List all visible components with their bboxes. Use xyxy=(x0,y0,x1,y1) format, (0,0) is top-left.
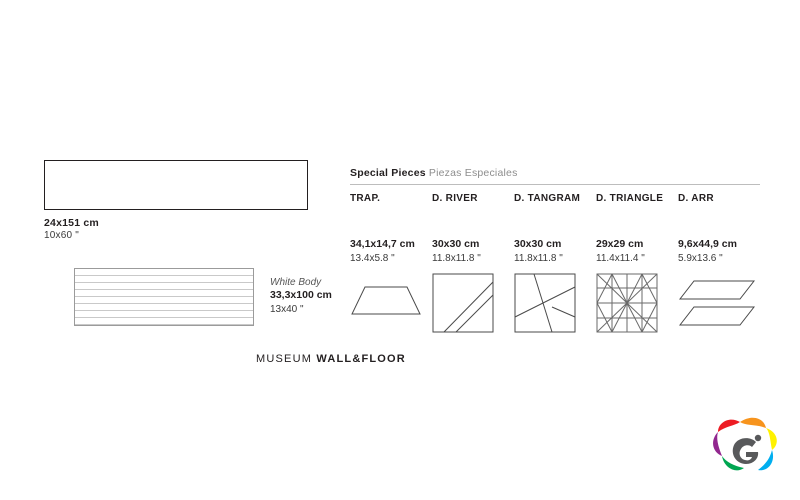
piece-dimensions xyxy=(514,238,592,265)
large-tile-swatch xyxy=(44,160,308,210)
triangle-grid-icon xyxy=(596,273,674,335)
piece-dimensions xyxy=(596,238,674,265)
piece-size-cm: 29x29 cm xyxy=(596,238,644,250)
river-diagonal-icon xyxy=(432,273,510,335)
large-tile-size-in: 10x60 " xyxy=(44,230,79,242)
tangram-icon xyxy=(514,273,592,335)
piece-name: D. RIVER xyxy=(432,193,478,204)
series-title-suffix: WALL&FLOOR xyxy=(316,353,406,365)
piece-d-triangle xyxy=(596,193,674,335)
brand-logo xyxy=(700,412,784,486)
piece-size-in: 13.4x5.8 " xyxy=(350,252,395,264)
special-pieces-heading xyxy=(350,167,760,185)
parallelogram-pair-icon xyxy=(678,273,756,335)
large-tile-sizes xyxy=(44,217,344,243)
special-pieces-heading-es: Piezas Especiales xyxy=(428,167,518,179)
piece-size-in: 11.4x11.4 " xyxy=(596,252,645,264)
piece-name: D. ARR xyxy=(678,193,714,204)
trapezoid-icon xyxy=(350,273,428,335)
striped-tile-block xyxy=(74,268,332,326)
piece-d-river xyxy=(432,193,510,335)
striped-tile-caption xyxy=(270,276,332,316)
piece-size-cm: 34,1x14,7 cm xyxy=(350,238,415,250)
piece-dimensions xyxy=(432,238,510,265)
series-title-prefix: MUSEUM xyxy=(256,353,313,365)
piece-size-cm: 9,6x44,9 cm xyxy=(678,238,737,250)
special-pieces-list xyxy=(350,193,790,335)
piece-name: D. TANGRAM xyxy=(514,193,581,204)
piece-d-arr xyxy=(678,193,756,335)
piece-size-in: 5.9x13.6 " xyxy=(678,252,723,264)
piece-name: D. TRIANGLE xyxy=(596,193,664,204)
special-pieces-header xyxy=(350,167,760,185)
piece-name: TRAP. xyxy=(350,193,381,204)
white-body-label: White Body xyxy=(270,277,322,288)
piece-trap xyxy=(350,193,428,335)
series-title xyxy=(256,353,406,365)
piece-dimensions xyxy=(678,238,756,265)
piece-size-in: 11.8x11.8 " xyxy=(514,252,563,264)
striped-tile-size-cm: 33,3x100 cm xyxy=(270,289,332,301)
striped-tile-size-in: 13x40 " xyxy=(270,303,304,315)
piece-size-in: 11.8x11.8 " xyxy=(432,252,481,264)
piece-dimensions xyxy=(350,238,428,265)
special-pieces-heading-en: Special Pieces xyxy=(350,167,426,179)
piece-size-cm: 30x30 cm xyxy=(514,238,562,250)
piece-d-tangram xyxy=(514,193,592,335)
striped-tile-swatch xyxy=(74,268,254,326)
large-tile-size-cm: 24x151 cm xyxy=(44,217,99,229)
large-tile-block xyxy=(44,160,344,243)
piece-size-cm: 30x30 cm xyxy=(432,238,480,250)
